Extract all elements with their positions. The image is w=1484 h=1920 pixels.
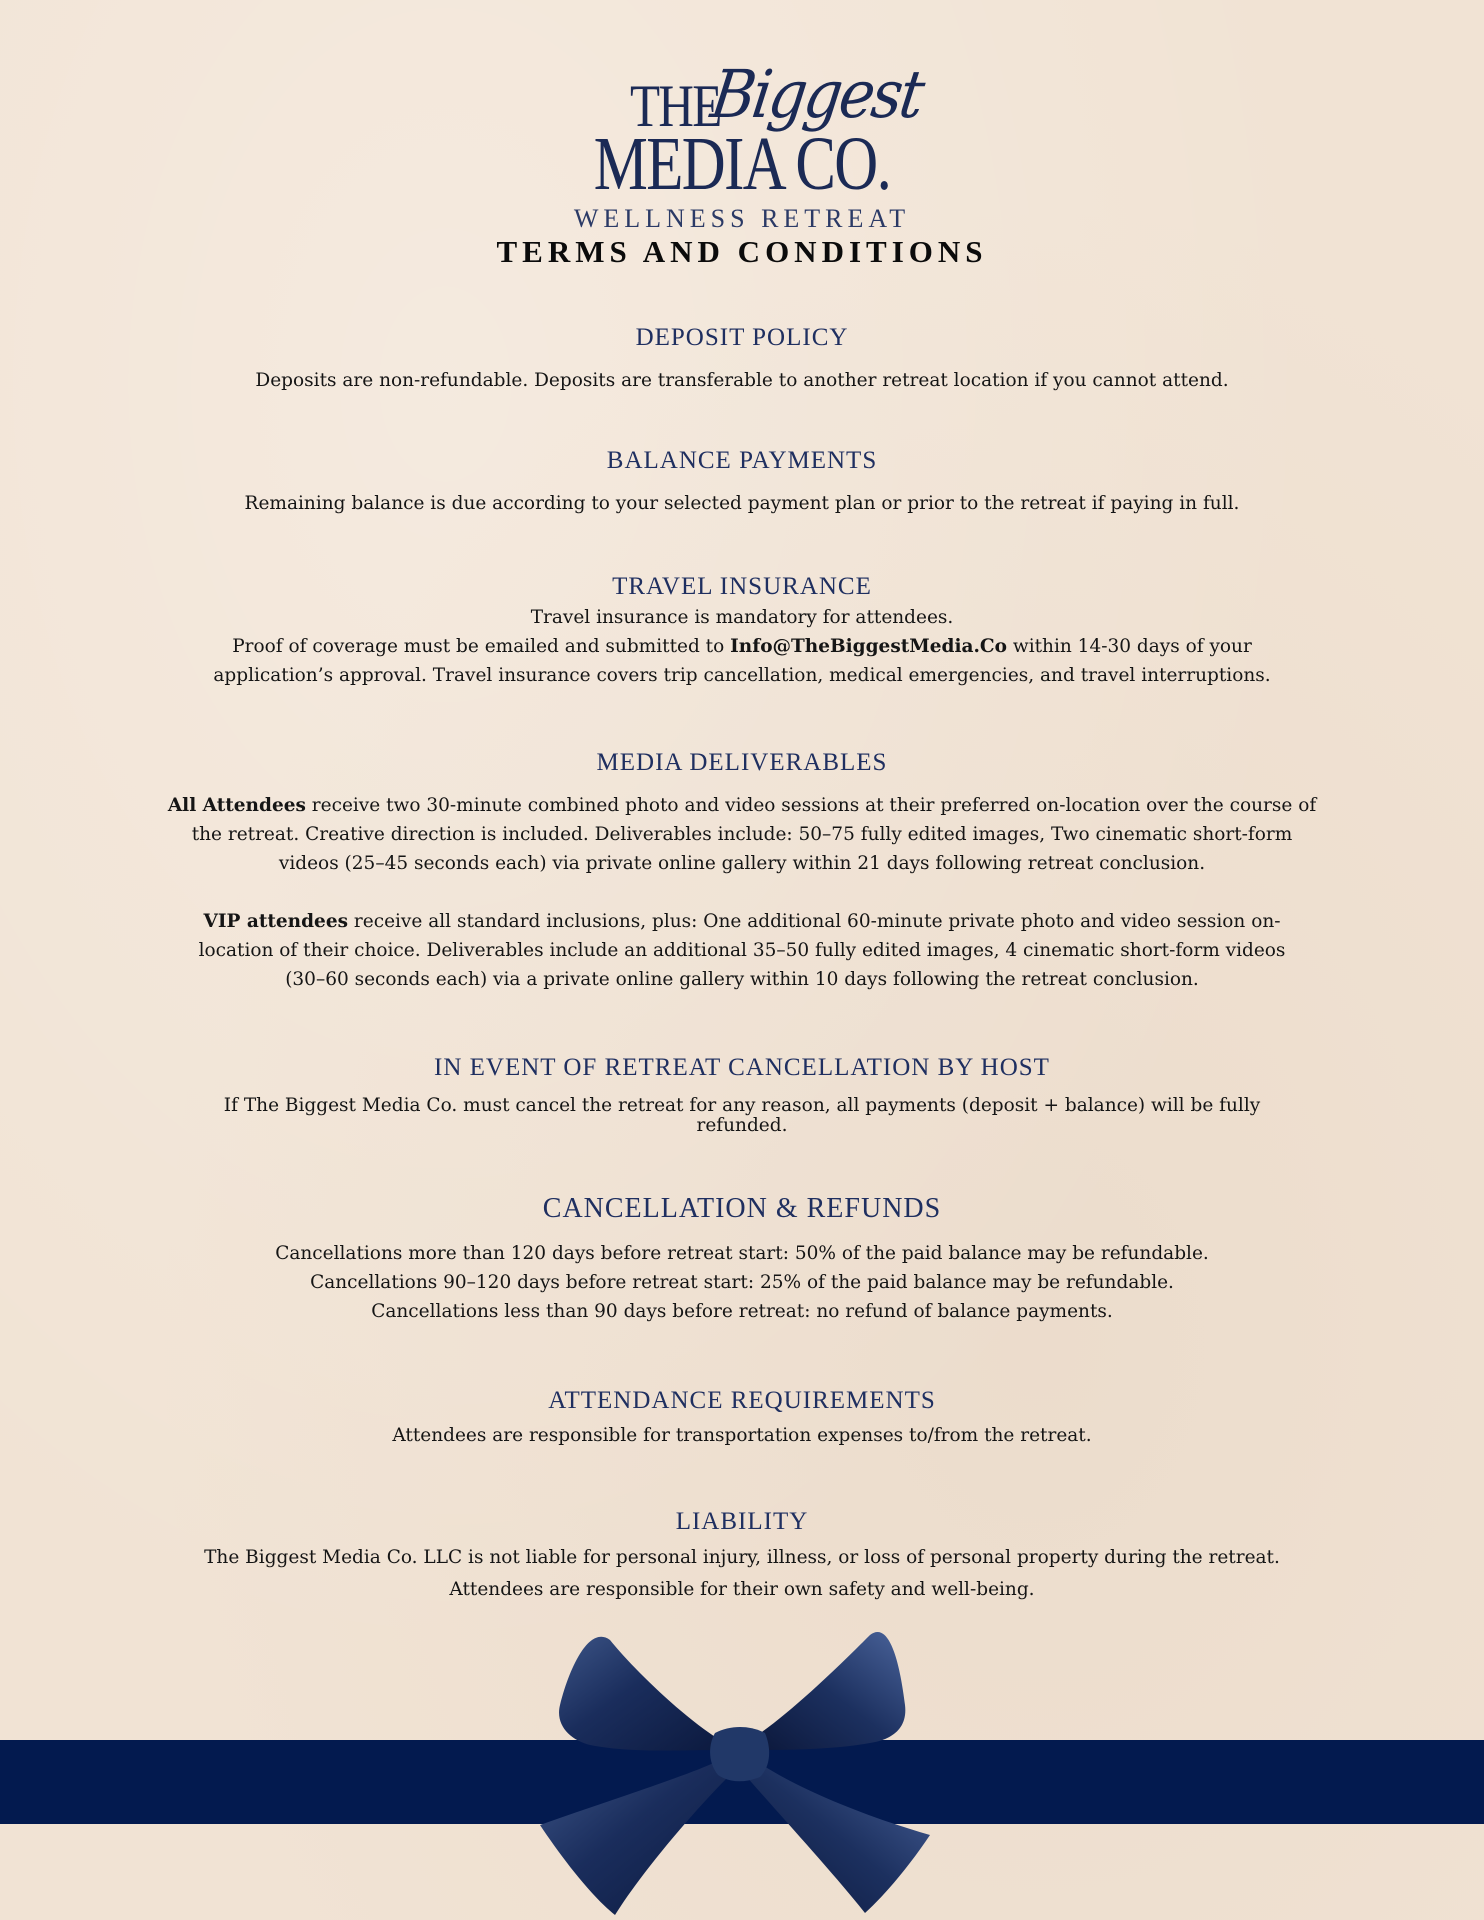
logo-biggest: Biggest (706, 56, 927, 133)
section-heading: IN EVENT OF RETREAT CANCELLATION BY HOST (434, 1054, 1050, 1081)
section-text (0, 1239, 1484, 1326)
section-balance-payments (0, 447, 1484, 518)
logo-the: THE (630, 73, 721, 139)
balance-text: Remaining balance is due according to your selected payment plan or prior to the retreat if paying in full. (244, 493, 1240, 514)
media-all-attendees (167, 791, 1317, 878)
section-deposit-policy (0, 324, 1484, 395)
section-text (0, 603, 1484, 690)
insurance-line-2-start: Proof of coverage must be emailed and submitted to (232, 636, 731, 657)
refund-line-2: Cancellations 90–120 days before retreat start: 25% of the paid balance may be refundable. (310, 1272, 1174, 1293)
insurance-line-1: Travel insurance is mandatory for attendees. (530, 607, 954, 628)
section-heading: DEPOSIT POLICY (635, 324, 849, 351)
section-text (197, 1096, 1287, 1136)
section-heading: BALANCE PAYMENTS (606, 447, 878, 474)
section-travel-insurance (0, 573, 1484, 690)
section-text (167, 791, 1317, 994)
media-vip-label: VIP attendees (203, 911, 349, 932)
section-heading: TRAVEL INSURANCE (612, 573, 872, 600)
section-heading: CANCELLATION & REFUNDS (542, 1193, 942, 1224)
refund-line-3: Cancellations less than 90 days before retreat: no refund of balance payments. (371, 1301, 1113, 1322)
section-cancellation-refunds (0, 1193, 1484, 1326)
section-media-deliverables (0, 749, 1484, 994)
insurance-email-link[interactable]: Info@TheBiggestMedia.Co (730, 636, 1007, 657)
media-vip-attendees (167, 907, 1317, 994)
deposit-text: Deposits are non-refundable. Deposits are transferable to another retreat location if you cannot attend. (255, 370, 1229, 391)
section-heading: ATTENDANCE REQUIREMENTS (548, 1387, 936, 1414)
refund-line-1: Cancellations more than 120 days before retreat start: 50% of the paid balance may be refundable. (275, 1243, 1209, 1264)
section-attendance-requirements (0, 1387, 1484, 1450)
section-heading: LIABILITY (675, 1508, 809, 1535)
media-all-text: receive two 30-minute combined photo and video sessions at their preferred on-location over the course of the retreat. Creative direction is included. Deliverables include: 50–75 fully edited images, Two cinematic short-form videos (25–45 seconds each) via private online gallery within 21 days following retreat conclusion. (191, 795, 1317, 874)
section-host-cancellation (0, 1054, 1484, 1136)
section-liability (0, 1508, 1484, 1606)
section-heading: MEDIA DELIVERABLES (596, 749, 888, 776)
logo-subtitle: WELLNESS RETREAT (573, 204, 911, 233)
attendance-text: Attendees are responsible for transportation expenses to/from the retreat. (392, 1425, 1092, 1446)
brand-logo (0, 56, 1484, 234)
liability-line-2: Attendees are responsible for their own safety and well-being. (449, 1579, 1035, 1600)
logo-media-co: MEDIA CO. (593, 122, 891, 206)
section-text (0, 366, 1484, 395)
logo-top-line (572, 56, 927, 139)
insurance-line-2-end: within 14-30 days of your (1006, 636, 1252, 657)
section-text (0, 1542, 1484, 1606)
page-title: TERMS AND CONDITIONS (496, 234, 988, 269)
bow-icon (520, 1625, 960, 1915)
media-vip-text: receive all standard inclusions, plus: One additional 60-minute private photo and video session on-location of their choice. Deliverables include an additional 35–50 fully edited images, 4 cinematic short-form videos (30–60 seconds each) via a private online gallery within 10 days following the retreat conclusion. (198, 911, 1286, 990)
host-cancel-text: If The Biggest Media Co. must cancel the retreat for any reason, all payments (deposit + balance) will be fully refunded. (223, 1095, 1261, 1136)
media-all-label: All Attendees (167, 795, 306, 816)
section-text (0, 1421, 1484, 1450)
insurance-line-2 (0, 632, 1484, 661)
insurance-line-3: application’s approval. Travel insurance covers trip cancellation, medical emergencies, and travel interruptions. (213, 665, 1271, 686)
section-text (0, 489, 1484, 518)
liability-line-1: The Biggest Media Co. LLC is not liable for personal injury, illness, or loss of personal property during the retreat. (204, 1547, 1280, 1568)
